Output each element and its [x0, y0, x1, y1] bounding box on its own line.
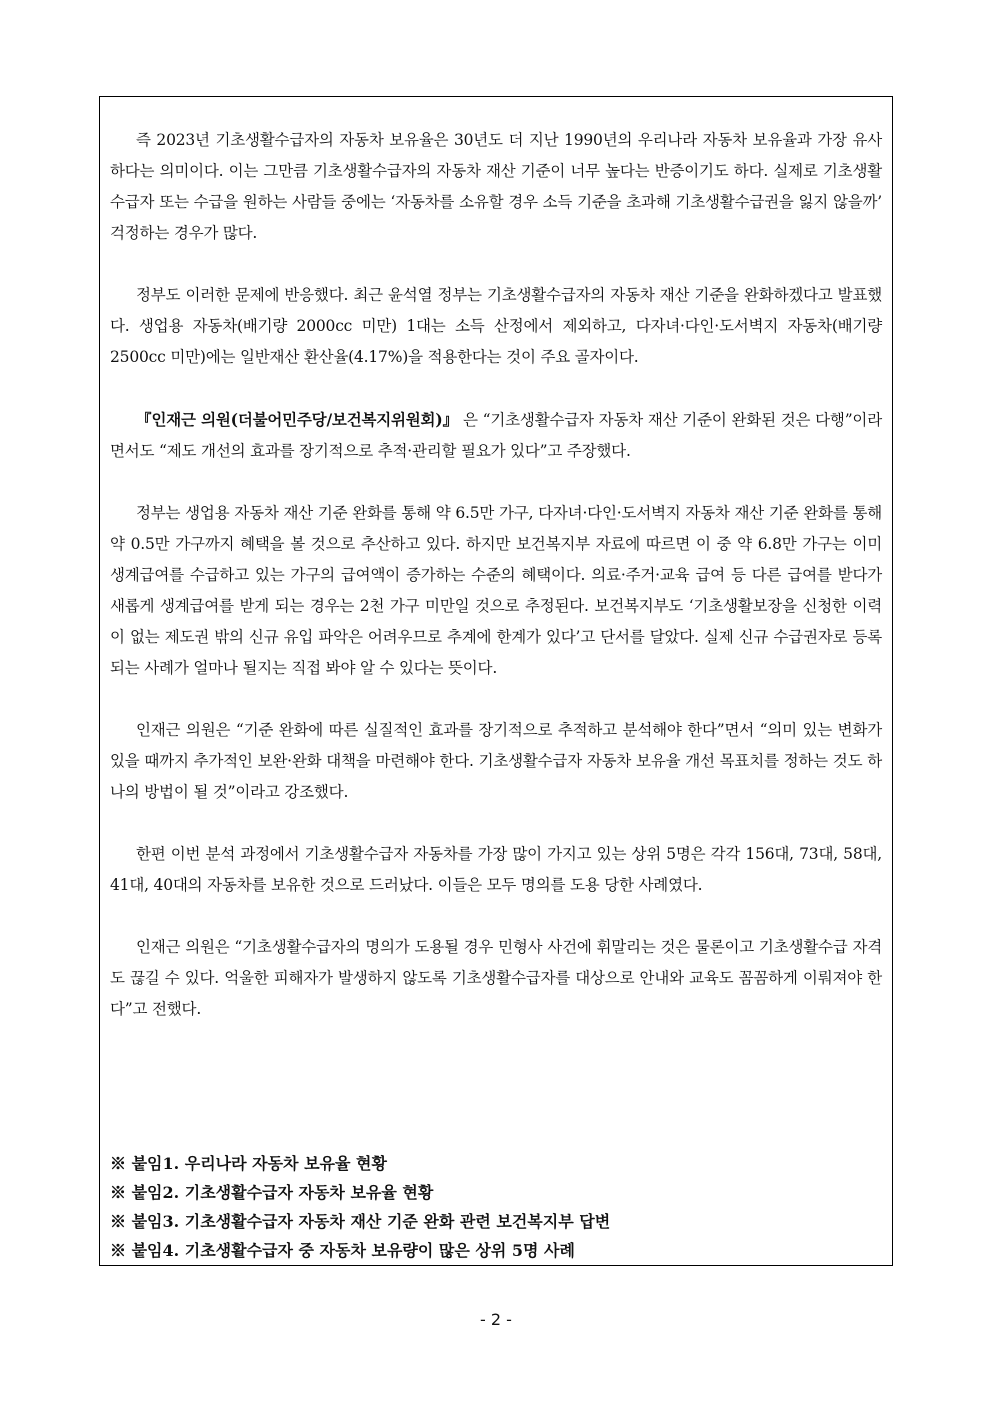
paragraph-7: 인재근 의원은 “기초생활수급자의 명의가 도용될 경우 민형사 사건에 휘말리는 것은 물론이고 기초생활수급 자격도 끊길 수 있다. 억울한 피해자가 발생하지 않도록 기초생활수급자를 대상으로 안내와 교육도 꼼꼼하게 이뤄져야 한다”고 전했다. [110, 938, 882, 1018]
page-number: - 2 - [480, 1310, 512, 1329]
attachment-item: ※ 붙임4. 기초생활수급자 중 자동차 보유량이 많은 상위 5명 사례 [110, 1241, 575, 1260]
attachment-item: ※ 붙임3. 기초생활수급자 자동차 재산 기준 완화 관련 보건복지부 답변 [110, 1212, 611, 1231]
paragraph-4: 정부는 생업용 자동차 재산 기준 완화를 통해 약 6.5만 가구, 다자녀·다인·도서벽지 자동차 재산 기준 완화를 통해 약 0.5만 가구까지 혜택을 볼 것으로 추산하고 있다. 하지만 보건복지부 자료에 따르면 이 중 약 6.8만 가구는 이미 생계급여를 수급하고 있는 가구의 급여액이 증가하는 수준의 혜택이다. 의료·주거·교육 급여 등 다른 급여를 받다가 새롭게 생계급여를 받게 되는 경우는 2천 가구 미만일 것으로 추정된다. 보건복지부도 ‘기초생활보장을 신청한 이력이 없는 제도권 밖의 신규 유입 파악은 어려우므로 추계에 한계가 있다’고 단서를 달았다. 실제 신규 수급권자로 등록되는 사례가 얼마나 될지는 직접 봐야 알 수 있다는 뜻이다. [110, 504, 882, 677]
attachment-list [110, 1149, 882, 1265]
document-frame [99, 96, 893, 1266]
paragraph-3: 『인재근 의원(더불어민주당/보건복지위원회)』 은 “기초생활수급자 자동차 재산 기준이 완화된 것은 다행”이라면서도 “제도 개선의 효과를 장기적으로 추적·관리할 필요가 있다”고 주장했다. [110, 410, 882, 460]
paragraph-2: 정부도 이러한 문제에 반응했다. 최근 윤석열 정부는 기초생활수급자의 자동차 재산 기준을 완화하겠다고 발표했다. 생업용 자동차(배기량 2000cc 미만) 1대는 소득 산정에서 제외하고, 다자녀·다인·도서벽지 자동차(배기량 2500cc 미만)에는 일반재산 환산율(4.17%)을 적용한다는 것이 주요 골자이다. [110, 286, 882, 366]
paragraph-6: 한편 이번 분석 과정에서 기초생활수급자 자동차를 가장 많이 가지고 있는 상위 5명은 각각 156대, 73대, 58대, 41대, 40대의 자동차를 보유한 것으로 드러났다. 이들은 모두 명의를 도용 당한 사례였다. [110, 845, 882, 894]
body-text [110, 125, 882, 1056]
paragraph-5: 인재근 의원은 “기준 완화에 따른 실질적인 효과를 장기적으로 추적하고 분석해야 한다”면서 “의미 있는 변화가 있을 때까지 추가적인 보완·완화 대책을 마련해야 한다. 기초생활수급자 자동차 보유율 개선 목표치를 정하는 것도 하나의 방법이 될 것”이라고 강조했다. [110, 721, 882, 801]
paragraph-1: 즉 2023년 기초생활수급자의 자동차 보유율은 30년도 더 지난 1990년의 우리나라 자동차 보유율과 가장 유사하다는 의미이다. 이는 그만큼 기초생활수급자의 자동차 재산 기준이 너무 높다는 반증이기도 하다. 실제로 기초생활수급자 또는 수급을 원하는 사람들 중에는 ‘자동차를 소유할 경우 소득 기준을 초과해 기초생활수급권을 잃지 않을까’ 걱정하는 경우가 많다. [110, 131, 882, 242]
attachment-item: ※ 붙임2. 기초생활수급자 자동차 보유율 현황 [110, 1183, 434, 1202]
attachment-item: ※ 붙임1. 우리나라 자동차 보유율 현황 [110, 1154, 387, 1173]
lawmaker-name: 『인재근 의원(더불어민주당/보건복지위원회)』 [136, 410, 459, 429]
